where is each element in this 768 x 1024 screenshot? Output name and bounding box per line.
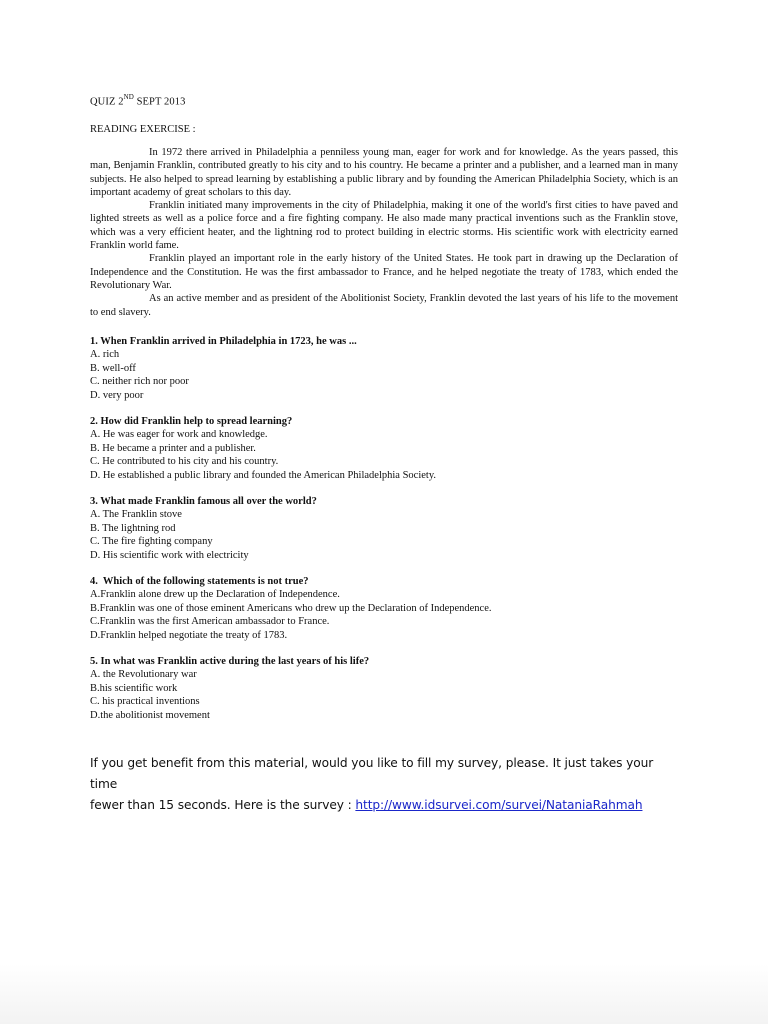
quiz-title: QUIZ 2ND SEPT 2013 <box>90 93 186 108</box>
answer-option: C. The fire fighting company <box>90 536 213 548</box>
question-stem: 3. What made Franklin famous all over the world? <box>90 496 317 507</box>
page-bottom-shade <box>0 964 768 1024</box>
answer-option: A.Franklin alone drew up the Declaration of Independence. <box>90 589 340 601</box>
paragraph: Franklin played an important role in the early history of the United States. He took part in drawing up the Declaration of Independence and the Constitution. He was the first ambassador to France, and he helped negotiate the treaty of 1783, which ended the Revolutionary War. <box>90 253 678 291</box>
answer-option: B.his scientific work <box>90 682 178 694</box>
answer-option: D.the abolitionist movement <box>90 709 210 721</box>
answer-option: C.Franklin was the first American ambassador to France. <box>90 616 330 628</box>
paragraph: As an active member and as president of the Abolitionist Society, Franklin devoted the last years of his life to the movement to end slavery. <box>90 293 678 318</box>
survey-request <box>90 753 680 816</box>
question-stem: 2. How did Franklin help to spread learning? <box>90 416 293 427</box>
survey-link[interactable]: http://www.idsurvei.com/survei/NataniaRahmah <box>355 798 643 812</box>
question-2 <box>90 415 690 482</box>
survey-text-line-1: If you get benefit from this material, would you like to fill my survey, please. It just takes your time <box>90 756 654 791</box>
survey-text-prefix: fewer than 15 seconds. Here is the survey : <box>90 798 356 812</box>
answer-option: B. well-off <box>90 362 136 374</box>
answer-option: A. rich <box>90 349 120 361</box>
answer-option: B. The lightning rod <box>90 522 176 534</box>
reading-passage <box>90 146 678 319</box>
question-5 <box>90 655 690 722</box>
question-stem: 5. In what was Franklin active during the last years of his life? <box>90 656 370 667</box>
answer-option: C. He contributed to his city and his country. <box>90 456 279 468</box>
survey-text-line-2 <box>90 795 680 816</box>
paragraph: Franklin initiated many improvements in the city of Philadelphia, making it one of the world's first cities to have paved and lighted streets as well as a police force and a fire fighting company. He also made many practical inventions such as the Franklin stove, which was a very efficient heater, and the lightning rod to protect building in electric storms. His scientific work with electricity earned Franklin world fame. <box>90 200 678 252</box>
question-4 <box>90 575 690 642</box>
answer-option: C. neither rich nor poor <box>90 376 189 388</box>
question-stem: 4. Which of the following statements is not true? <box>90 576 309 587</box>
question-1 <box>90 335 690 402</box>
answer-option: B.Franklin was one of those eminent Americans who drew up the Declaration of Independence. <box>90 602 492 614</box>
title-superscript: ND <box>123 93 134 101</box>
answer-option: D. very poor <box>90 389 144 401</box>
paragraph: In 1972 there arrived in Philadelphia a penniless young man, eager for work and for knowledge. As the years passed, this man, Benjamin Franklin, contributed greatly to his city and to his country. He became a printer and a publisher, and a learned man in many subjects. He also helped to spread learning by establishing a public library and by founding the American Philadelphia Society, which is an important academy of great scholars to this day. <box>90 147 678 198</box>
answer-option: D. His scientific work with electricity <box>90 549 249 561</box>
answer-option: A. The Franklin stove <box>90 509 182 521</box>
question-stem: 1. When Franklin arrived in Philadelphia in 1723, he was ... <box>90 336 357 347</box>
answer-option: D.Franklin helped negotiate the treaty of 1783. <box>90 629 288 641</box>
answer-option: A. He was eager for work and knowledge. <box>90 429 268 441</box>
reading-exercise-heading: READING EXERCISE : <box>90 124 196 135</box>
answer-option: B. He became a printer and a publisher. <box>90 442 256 454</box>
answer-option: A. the Revolutionary war <box>90 669 197 681</box>
answer-option: D. He established a public library and founded the American Philadelphia Society. <box>90 469 437 481</box>
answer-option: C. his practical inventions <box>90 696 200 708</box>
question-3 <box>90 495 690 562</box>
